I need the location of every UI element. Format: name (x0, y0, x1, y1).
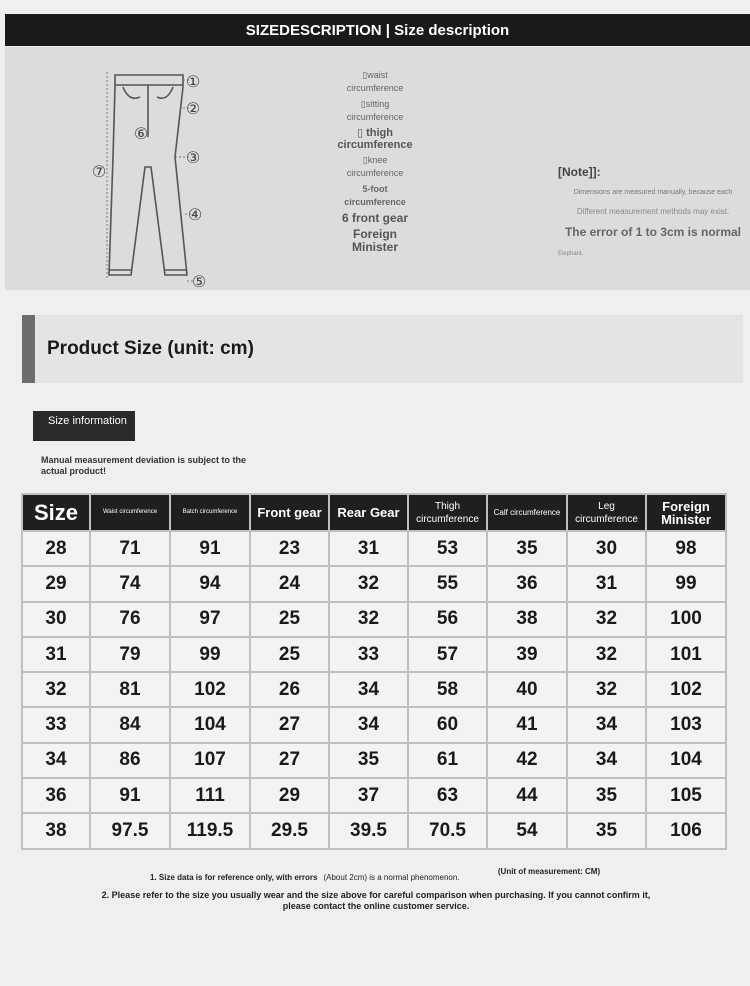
table-cell: 91 (90, 778, 170, 813)
table-cell: 57 (408, 637, 487, 672)
table-cell: 107 (170, 743, 250, 778)
table-cell: 56 (408, 602, 487, 637)
header-bar (5, 14, 750, 46)
marker-2: ② (185, 99, 201, 118)
table-cell: 111 (170, 778, 250, 813)
table-cell: 25 (250, 637, 329, 672)
table-cell: 104 (170, 707, 250, 742)
table-cell: 44 (487, 778, 567, 813)
product-size-title: Product Size (unit: cm) (47, 338, 254, 359)
marker-1: ① (185, 72, 201, 91)
note-block (558, 165, 748, 257)
table-cell: 30 (22, 602, 90, 637)
table-cell: 33 (22, 707, 90, 742)
table-header-row (22, 494, 726, 531)
table-cell: 91 (170, 531, 250, 566)
table-cell: 58 (408, 672, 487, 707)
table-cell: 31 (567, 566, 646, 601)
footer-note-1-mid: (About 2cm) is a normal phenomenon. (323, 873, 460, 882)
header-batch: Batch circumference (170, 494, 250, 531)
note-text: Different measurement methods may exist. (576, 207, 730, 216)
table-cell: 31 (329, 531, 408, 566)
table-cell: 32 (567, 602, 646, 637)
table-cell: 61 (408, 743, 487, 778)
marker-3: ③ (185, 148, 201, 167)
footer-note-2: 2. Please refer to the size you usually wear and the size above for careful comparison when purchasing. If you cannot confirm it, please contact the online customer service. (101, 890, 651, 911)
pants-diagram (85, 57, 215, 292)
table-row (22, 743, 726, 778)
table-row (22, 637, 726, 672)
table-cell: 55 (408, 566, 487, 601)
header-waist: Waist circumference (90, 494, 170, 531)
table-cell: 32 (22, 672, 90, 707)
table-cell: 99 (646, 566, 726, 601)
table-cell: 35 (567, 778, 646, 813)
table-cell: 29.5 (250, 813, 329, 848)
table-cell: 79 (90, 637, 170, 672)
table-row (22, 602, 726, 637)
table-cell: 54 (487, 813, 567, 848)
size-table (21, 493, 727, 850)
header-calf: Calf circumference (487, 494, 567, 531)
table-cell: 36 (487, 566, 567, 601)
header-thigh: Thigh circumference (408, 494, 487, 531)
measure-item: ▯waist circumference (346, 70, 404, 93)
table-row (22, 672, 726, 707)
header-foreign-minister: Foreign Minister (646, 494, 726, 531)
table-cell: 39.5 (329, 813, 408, 848)
table-cell: 71 (90, 531, 170, 566)
table-cell: 97.5 (90, 813, 170, 848)
table-cell: 74 (90, 566, 170, 601)
table-cell: 32 (329, 602, 408, 637)
marker-7: ⑦ (91, 162, 107, 181)
footer-note-1 (150, 873, 460, 882)
table-cell: 94 (170, 566, 250, 601)
note-text: Dimensions are measured manually, because each (573, 189, 733, 196)
footer-note-1-text: 1. Size data is for reference only, with errors (150, 873, 318, 882)
product-size-banner (22, 315, 743, 383)
table-cell: 34 (567, 707, 646, 742)
table-cell: 103 (646, 707, 726, 742)
measure-item: ▯sitting circumference (346, 99, 404, 122)
measurement-list (335, 69, 415, 257)
diagram-panel (5, 47, 750, 290)
table-cell: 32 (567, 637, 646, 672)
table-cell: 84 (90, 707, 170, 742)
table-cell: 70.5 (408, 813, 487, 848)
table-cell: 24 (250, 566, 329, 601)
table-cell: 26 (250, 672, 329, 707)
table-cell: 35 (329, 743, 408, 778)
table-cell: 35 (567, 813, 646, 848)
note-text: Elephant. (558, 251, 584, 257)
table-cell: 39 (487, 637, 567, 672)
header-title: SIZEDESCRIPTION | Size description (245, 21, 510, 39)
table-cell: 63 (408, 778, 487, 813)
table-cell: 53 (408, 531, 487, 566)
table-cell: 41 (487, 707, 567, 742)
header-rear-gear: Rear Gear (329, 494, 408, 531)
table-cell: 38 (22, 813, 90, 848)
table-cell: 105 (646, 778, 726, 813)
marker-5: ⑤ (191, 272, 207, 291)
table-cell: 97 (170, 602, 250, 637)
note-text: The error of 1 to 3cm is normal (564, 225, 742, 239)
table-cell: 102 (646, 672, 726, 707)
table-cell: 101 (646, 637, 726, 672)
table-row (22, 531, 726, 566)
table-cell: 27 (250, 743, 329, 778)
marker-6: ⑥ (133, 124, 149, 143)
size-info-badge: Size information (33, 411, 135, 441)
table-cell: 86 (90, 743, 170, 778)
table-cell: 33 (329, 637, 408, 672)
measure-item: 5-foot circumference (344, 184, 406, 207)
table-cell: 23 (250, 531, 329, 566)
table-cell: 32 (567, 672, 646, 707)
table-row (22, 813, 726, 848)
measure-item: Foreign Minister (351, 227, 398, 254)
table-row (22, 778, 726, 813)
table-cell: 38 (487, 602, 567, 637)
table-cell: 76 (90, 602, 170, 637)
table-cell: 31 (22, 637, 90, 672)
table-row (22, 566, 726, 601)
measure-item: 6 front gear (341, 211, 408, 225)
table-cell: 29 (250, 778, 329, 813)
table-row (22, 707, 726, 742)
table-cell: 119.5 (170, 813, 250, 848)
table-cell: 40 (487, 672, 567, 707)
table-cell: 36 (22, 778, 90, 813)
table-cell: 34 (22, 743, 90, 778)
table-cell: 106 (646, 813, 726, 848)
measure-item: ▯knee circumference (346, 155, 404, 178)
note-title: [Note]]: (558, 165, 601, 179)
table-cell: 27 (250, 707, 329, 742)
measure-item: ▯ thigh circumference (337, 127, 413, 151)
table-cell: 25 (250, 602, 329, 637)
table-cell: 42 (487, 743, 567, 778)
footer-unit: (Unit of measurement: CM) (497, 867, 601, 876)
table-cell: 60 (408, 707, 487, 742)
table-cell: 28 (22, 531, 90, 566)
header-front-gear: Front gear (250, 494, 329, 531)
table-cell: 30 (567, 531, 646, 566)
table-cell: 81 (90, 672, 170, 707)
table-cell: 100 (646, 602, 726, 637)
table-cell: 34 (329, 672, 408, 707)
marker-4: ④ (187, 205, 203, 224)
deviation-note: Manual measurement deviation is subject to the actual product! (41, 455, 247, 476)
table-cell: 34 (567, 743, 646, 778)
table-cell: 29 (22, 566, 90, 601)
table-cell: 99 (170, 637, 250, 672)
table-cell: 98 (646, 531, 726, 566)
table-cell: 34 (329, 707, 408, 742)
table-cell: 102 (170, 672, 250, 707)
table-cell: 35 (487, 531, 567, 566)
header-leg: Leg circumference (567, 494, 646, 531)
table-cell: 37 (329, 778, 408, 813)
table-cell: 104 (646, 743, 726, 778)
header-size: Size (22, 494, 90, 531)
table-cell: 32 (329, 566, 408, 601)
